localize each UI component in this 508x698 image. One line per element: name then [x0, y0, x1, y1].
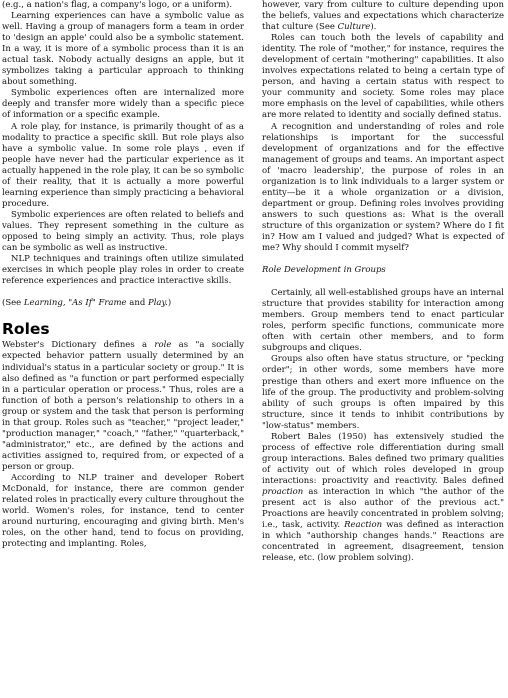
defined-term: proaction: [262, 486, 304, 497]
paragraph: Learning experiences can have a symbolic value as well. Having a group of managers form a team in order to 'design an apple' could also be a symbolic statement. In a way, it is more of a symbolic process than it is an actual task. Nobody actually designs an apple, but it symbolizes taking a particular approach to thinking about something.: [2, 11, 244, 88]
paragraph: Symbolic experiences often are internalized more deeply and transfer more widely than a specific piece of information or a specific example.: [2, 88, 244, 121]
cross-reference: Play.: [147, 298, 168, 309]
defined-term: role: [154, 340, 172, 351]
section-heading: Roles: [2, 320, 50, 339]
paragraph: Certainly, all well-established groups have an internal structure that provides stability for interaction among members. Group members tend to enact particular roles, perform specific functions, communicate more often with certain other members, and to form subgroups and cliques.: [262, 288, 504, 354]
paragraph: however, vary from culture to culture depending upon the beliefs, values and expectations which characterize that culture (See Culture).: [262, 0, 504, 33]
cross-reference: Learning, "As If" Frame: [23, 298, 127, 309]
paragraph: Roles can touch both the levels of capability and identity. The role of "mother," for instance, requires the development of certain "mothering" capabilities. It also involves expectations related to being a certain type of person, and having a certain status with respect to your community and society. Some roles may place more emphasis on the level of capabilities, while others are more related to identity and socially defined status.: [262, 33, 504, 121]
paragraph: Symbolic experiences are often related to beliefs and values. They represent something in the culture as opposed to being simply an activity. Thus, role plays can be symbolic as well as instructive.: [2, 209, 244, 254]
paragraph: Webster's Dictionary defines a role as "a socially expected behavior pattern usually determined by an individual's status in a particular society or group." It is also defined as "a function or part performed especially in a particular operation or process." Thus, roles are a function of both a person's relationship to others in a group or system and the task that person is performing in that group. Roles such as "teacher," "project leader," "production manager," "coach," "father," "quarterback," "administrator," etc., are defined by the actions and activities assigned to, required from, or expected of a person or group.: [2, 340, 245, 472]
defined-term: Reaction: [344, 520, 383, 531]
left-column: [2, 0, 244, 550]
see-also: (See Learning, "As If" Frame and Play.): [2, 298, 172, 309]
paragraph: Groups also often have status structure, or "pecking order"; in other words, some members have more prestige than others and exert more influence on the life of the group. The productivity and problem-solving ability of such groups is often impaired by this structure, since it tends to inhibit contributions by "low-status" members.: [262, 354, 504, 431]
paragraph: A recognition and understanding of roles and role relationships is important for the successful development of organizations and for the effective management of groups and teams. An important aspect of 'macro leadership', the purpose of roles in an organization is to link individuals to a larger system or entity—be it a whole organization or a division, department or group. Defining roles involves providing answers to such questions as: What is the overall structure of this organization or system? Where do I fit in? How am I valued and judged? What is expected of me? Why should I commit myself?: [262, 121, 504, 254]
paragraph: According to NLP trainer and developer Robert McDonald, for instance, there are common gender related roles in practically every culture throughout the world. Women's roles, for instance, tend to center around nurturing, encouraging and giving birth. Men's roles, on the other hand, tend to focus on providing, protecting and implanting. Roles,: [2, 472, 244, 550]
right-column: [262, 0, 504, 564]
paragraph: Robert Bales (1950) has extensively studied the process of effective role differentiation during small group interactions. Bales defined two primary qualities of activity out of which roles developed in group interactions: proactivity and reactivity. Bales defined proaction as interaction in which "the author of the present act is also author of the previous act." Proactions are heavily concentrated in problem solving; i.e., task, activity. Reaction was defined as interaction in which "authorship changes hands." Reactions are concentrated in agreement, disagreement, tension release, etc. (low problem solving).: [262, 431, 504, 564]
paragraph: NLP techniques and trainings often utilize simulated exercises in which people play roles in order to create reference experiences and practice interactive skills.: [2, 254, 244, 287]
cross-reference: Culture: [337, 22, 371, 33]
paragraph: (e.g., a nation's flag, a company's logo, or a uniform).: [2, 0, 233, 10]
subsection-heading: Role Development in Groups: [262, 265, 386, 276]
paragraph: A role play, for instance, is primarily thought of as a modality to practice a specific skill. But role plays also have a symbolic value. In some role plays , even if people have never had the particular experience as it actually happened in the role play, it can be so symbolic of their reality, that it is actually a more powerful learning experience than simply practicing a behavioral procedure.: [2, 121, 244, 209]
